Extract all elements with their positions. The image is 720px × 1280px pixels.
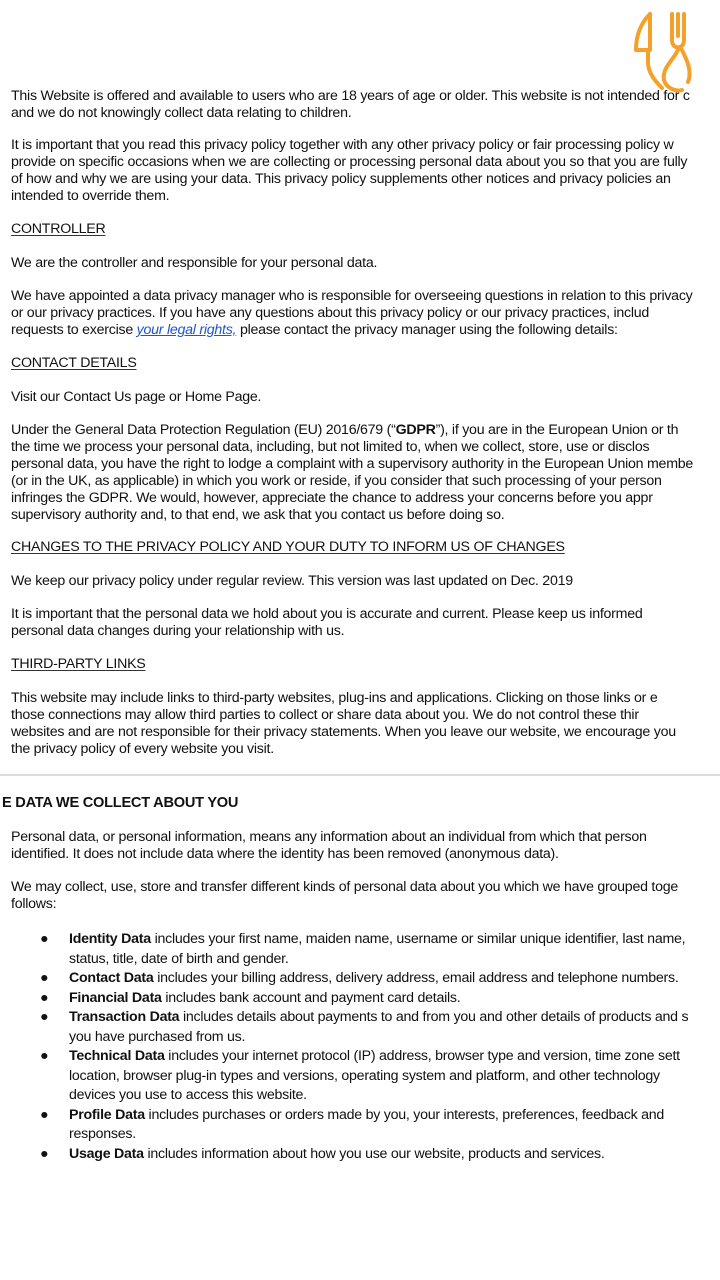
third-party-paragraph [11, 690, 720, 758]
data-kinds-paragraph [11, 879, 720, 913]
text-span: includes details about payments to and from you and other details of products and s [179, 1009, 689, 1025]
text-span: requests to exercise [11, 322, 137, 338]
data-categories-list [11, 930, 720, 1164]
text-line [11, 322, 720, 339]
text-line: (or in the UK, as applicable) in which you work or reside, if you consider that such processing of your person [11, 473, 662, 489]
text-line: location, browser plug-in types and versions, operating system and platform, and other technology [69, 1067, 660, 1084]
section-divider [0, 774, 720, 776]
text-span: includes information about how you use our website, products and services. [143, 1145, 605, 1162]
text-span: includes your internet protocol (IP) address, browser type and version, time zone sett [164, 1048, 680, 1064]
text-line: This website may include links to third-party websites, plug-ins and applications. Clicking on those links or e [11, 690, 658, 706]
contact-paragraph: Visit our Contact Us page or Home Page. [11, 389, 262, 405]
text-span: includes your first name, maiden name, username or similar unique identifier, last name, [150, 931, 686, 947]
text-line: the privacy policy of every website you visit. [11, 741, 274, 757]
term: Financial Data [69, 989, 162, 1006]
intro-paragraph-read [11, 137, 720, 205]
text-line: follows: [11, 896, 57, 912]
text-span: includes your billing address, delivery address, email address and telephone numbers. [153, 970, 679, 986]
list-item-identity-data [11, 930, 720, 969]
third-party-links-heading: THIRD-PARTY LINKS [11, 656, 146, 672]
text-span: please contact the privacy manager using the following details: [236, 322, 618, 338]
text-line: of how and why we are using your data. This privacy policy supplements other notices and privacy policies an [11, 171, 671, 187]
text-line: We may collect, use, store and transfer different kinds of personal data about you which we have grouped toge [11, 879, 679, 895]
text-line: provide on specific occasions when we are collecting or processing personal data about you so that you are fully [11, 154, 688, 170]
bullet-icon: ● [40, 1106, 49, 1123]
intro-paragraph-age [11, 88, 720, 122]
text-line [69, 989, 720, 1009]
text-line [69, 1145, 720, 1165]
term: Technical Data [69, 1048, 165, 1064]
text-line: identified. It does not include data where the identity has been removed (anonymous data). [11, 846, 559, 862]
bullet-icon: ● [40, 970, 49, 986]
term: Contact Data [69, 970, 154, 986]
text-line [69, 1047, 720, 1067]
privacy-manager-paragraph [11, 288, 720, 339]
bullet-icon: ● [40, 1048, 49, 1064]
text-line: supervisory authority and, to that end, we ask that you contact us before doing so. [11, 507, 505, 523]
text-span: includes purchases or orders made by you, your interests, preferences, feedback and [144, 1106, 665, 1123]
gdpr-term: GDPR [395, 422, 436, 438]
term: Identity Data [69, 931, 151, 947]
bullet-icon: ● [40, 1145, 49, 1162]
bullet-icon: ● [40, 931, 49, 947]
list-item-contact-data [11, 969, 720, 989]
accuracy-paragraph [11, 606, 720, 640]
legal-rights-link[interactable]: your legal rights, [136, 322, 237, 338]
text-line: or our privacy practices. If you have any questions about this privacy policy or our privacy practices, includ [11, 305, 650, 321]
list-item-transaction-data [11, 1008, 720, 1047]
term: Transaction Data [69, 1009, 180, 1025]
text-line [69, 969, 720, 989]
text-line: We have appointed a data privacy manager who is responsible for overseeing questions in relation to this privacy [11, 288, 693, 304]
text-line: personal data, you have the right to lodge a complaint with a supervisory authority in the European Union membe [11, 456, 694, 472]
text-line: personal data changes during your relationship with us. [11, 623, 345, 639]
text-line: and we do not knowingly collect data relating to children. [11, 105, 352, 121]
text-line [69, 930, 720, 950]
contact-details-heading: CONTACT DETAILS [11, 355, 137, 371]
knife-and-fork-logo [632, 10, 702, 94]
text-line: websites and are not responsible for their privacy statements. When you leave our website, we encourage you [11, 724, 676, 740]
changes-heading: CHANGES TO THE PRIVACY POLICY AND YOUR DUTY TO INFORM US OF CHANGES [11, 539, 565, 555]
text-line [11, 422, 720, 439]
section-title-data-we-collect: E DATA WE COLLECT ABOUT YOU [2, 795, 239, 811]
list-item-usage-data [11, 1145, 720, 1165]
bullet-icon: ● [40, 989, 49, 1006]
term: Profile Data [69, 1106, 145, 1123]
text-line: It is important that you read this privacy policy together with any other privacy policy or fair processing policy w [11, 137, 674, 153]
text-line: infringes the GDPR. We would, however, appreciate the chance to address your concerns before you appr [11, 490, 653, 506]
text-line: Personal data, or personal information, means any information about an individual from which that person [11, 829, 647, 845]
list-item-financial-data [11, 989, 720, 1009]
text-line: the time we process your personal data, including, but not limited to, when we collect, store, use or disclos [11, 439, 650, 455]
text-line: This Website is offered and available to users who are 18 years of age or older. This website is not intended for c [11, 88, 690, 104]
text-line [69, 1008, 720, 1028]
text-line: status, title, date of birth and gender. [69, 950, 289, 967]
bullet-icon: ● [40, 1009, 49, 1025]
personal-data-definition-paragraph [11, 829, 720, 863]
gdpr-paragraph [11, 422, 720, 524]
term: Usage Data [69, 1145, 144, 1162]
review-paragraph: We keep our privacy policy under regular review. This version was last updated on Dec. 2019 [11, 573, 573, 589]
text-line [69, 1106, 720, 1126]
text-line: responses. [69, 1126, 136, 1142]
text-line: those connections may allow third parties to collect or share data about you. We do not control these thir [11, 707, 639, 723]
text-line: devices you use to access this website. [69, 1087, 307, 1103]
text-span: ”), if you are in the European Union or th [435, 422, 679, 438]
text-line: It is important that the personal data we hold about you is accurate and current. Please keep us informed [11, 606, 643, 622]
controller-heading: CONTROLLER [11, 221, 106, 237]
text-span: Under the General Data Protection Regulation (EU) 2016/679 (“ [11, 422, 396, 438]
text-line: intended to override them. [11, 188, 170, 204]
list-item-technical-data [11, 1047, 720, 1106]
list-item-profile-data [11, 1106, 720, 1145]
text-line: you have purchased from us. [69, 1028, 246, 1045]
controller-paragraph: We are the controller and responsible for your personal data. [11, 255, 378, 271]
text-span: includes bank account and payment card details. [161, 989, 461, 1006]
